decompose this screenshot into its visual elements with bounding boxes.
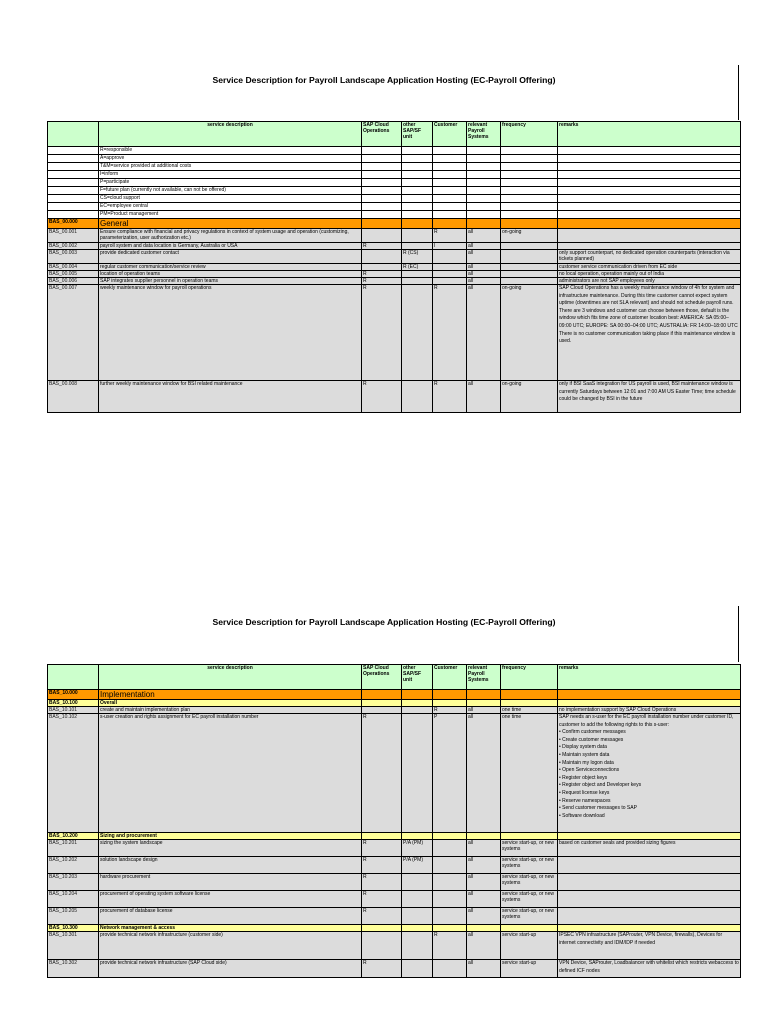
section-row — [48, 219, 741, 229]
row-other-unit — [402, 278, 433, 285]
row-remarks: SAP Cloud Operations has a weekly maintenance window of 4h for system and infrastructure maintenance. During this time customer cannot expect system uptime (downtimes are not SLA relevant) and should not schedule payroll runs. There are 3 windows and customer can choose between those, default is the window which fits time zone of customer location best: AMERICA: SA 05:00–09:00 UTC; EUROPE: SA 00:00–04:00 UTC; AUSTRALIA: FR 14:00–18:00 UTC There is no customer communication taking place if this maintenance window is used. — [558, 285, 741, 381]
row-remarks: only support counterpart, no dedicated operation counterparts (interaction via tickets planned) — [558, 250, 741, 264]
legend-item: P=participate — [99, 179, 362, 187]
page-title: Service Description for Payroll Landscape Application Hosting (EC-Payroll Offering) — [212, 617, 556, 627]
page-2 — [0, 540, 768, 1024]
row-remarks: no local operation, operation mainly out of India — [558, 271, 741, 278]
section-id: BAS_10.000 — [48, 690, 99, 700]
table-row — [48, 264, 741, 271]
row-id: BAS_10.203 — [48, 874, 99, 891]
legend-row — [48, 179, 741, 187]
table-row — [48, 840, 741, 857]
subsection-id: BAS_10.300 — [48, 925, 99, 932]
list-item: • Register object and Developer keys — [559, 782, 642, 789]
row-sap-cloud-ops: R — [362, 874, 402, 891]
row-remarks — [558, 714, 741, 833]
row-id: BAS_10.204 — [48, 891, 99, 908]
service-table-implementation — [47, 664, 741, 978]
row-frequency: on-going — [501, 285, 558, 381]
row-systems: all — [467, 908, 501, 925]
list-item: • Create customer messages — [559, 736, 624, 743]
row-systems: all — [467, 381, 501, 413]
header-cell: Customer — [433, 665, 467, 690]
list-item: • Reserve namespaces — [559, 797, 611, 804]
legend-row — [48, 211, 741, 219]
row-id: BAS_00.006 — [48, 278, 99, 285]
row-description: location of operation teams — [99, 271, 362, 278]
service-table-general — [47, 121, 741, 413]
row-id: BAS_00.003 — [48, 250, 99, 264]
row-id: BAS_10.205 — [48, 908, 99, 925]
list-item: • Confirm customer messages — [559, 729, 626, 736]
legend-item: CS=cloud support — [99, 195, 362, 203]
table-header-row — [48, 665, 741, 690]
row-sap-cloud-ops — [362, 250, 402, 264]
row-frequency: service start-up, or new systems — [501, 891, 558, 908]
page-edge-line — [738, 606, 739, 662]
row-sap-cloud-ops — [362, 229, 402, 243]
legend-item: R=responsible — [99, 147, 362, 155]
header-cell: SAP Cloud Operations — [362, 665, 402, 690]
row-remarks — [558, 229, 741, 243]
table-row — [48, 891, 741, 908]
list-item: • Display system data — [559, 744, 607, 751]
row-other-unit — [402, 707, 433, 714]
row-other-unit — [402, 714, 433, 833]
row-id: BAS_10.201 — [48, 840, 99, 857]
row-remarks — [558, 857, 741, 874]
row-other-unit — [402, 891, 433, 908]
row-sap-cloud-ops: R — [362, 381, 402, 413]
row-systems: all — [467, 840, 501, 857]
subsection-row — [48, 833, 741, 840]
row-other-unit — [402, 381, 433, 413]
row-systems: all — [467, 250, 501, 264]
header-cell: Customer — [433, 122, 467, 147]
table-row — [48, 278, 741, 285]
row-other-unit — [402, 874, 433, 891]
row-description: create and maintain implementation plan — [99, 707, 362, 714]
row-customer — [433, 250, 467, 264]
row-description: provide technical network infrastructure (customer side) — [99, 932, 362, 960]
row-other-unit — [402, 908, 433, 925]
subsection-name: Overall — [99, 700, 362, 707]
legend-item: PM=Product management — [99, 211, 362, 219]
row-id: BAS_10.102 — [48, 714, 99, 833]
legend-item: F=future plan (currently not available, can not be offered) — [99, 187, 362, 195]
row-sap-cloud-ops: R — [362, 278, 402, 285]
row-sap-cloud-ops: R — [362, 840, 402, 857]
row-description: weekly maintenance window for payroll operations — [99, 285, 362, 381]
row-remarks: administrators are not SAP employees only — [558, 278, 741, 285]
row-id: BAS_10.301 — [48, 932, 99, 960]
row-systems: all — [467, 874, 501, 891]
row-frequency: service start-up, or new systems — [501, 857, 558, 874]
row-other-unit — [402, 243, 433, 250]
row-customer — [433, 891, 467, 908]
row-customer: R — [433, 285, 467, 381]
row-systems: all — [467, 707, 501, 714]
header-cell: frequency — [501, 665, 558, 690]
row-customer — [433, 874, 467, 891]
section-name: Implementation — [99, 690, 362, 700]
section-id: BAS_00.000 — [48, 219, 99, 229]
row-other-unit: P/A (PM) — [402, 840, 433, 857]
row-remarks: based on customer seals and provided sizing figures — [558, 840, 741, 857]
row-description: s-user creation and rights assignment for EC payroll installation number — [99, 714, 362, 833]
row-customer: I — [433, 243, 467, 250]
row-remarks — [558, 908, 741, 925]
row-sap-cloud-ops: R — [362, 857, 402, 874]
row-id: BAS_00.004 — [48, 264, 99, 271]
row-id: BAS_00.007 — [48, 285, 99, 381]
row-frequency — [501, 271, 558, 278]
row-other-unit: R (EC) — [402, 264, 433, 271]
row-remarks: IPSEC VPN infrastructure (SAProuter, VPN Device, firewalls), Devices for internet connectivity and IDM/IDP if needed — [558, 932, 741, 960]
row-other-unit — [402, 229, 433, 243]
section-name: General — [99, 219, 362, 229]
table-row — [48, 932, 741, 960]
row-systems: all — [467, 891, 501, 908]
row-systems: all — [467, 278, 501, 285]
row-frequency: service start-up, or new systems — [501, 874, 558, 891]
row-customer: R — [433, 707, 467, 714]
row-description: Ensure compliance with financial and privacy regulations in context of system usage and operation (customizing, parameterization, user authorization etc.) — [99, 229, 362, 243]
table-row — [48, 250, 741, 264]
row-remarks: no implementation support by SAP Cloud Operations — [558, 707, 741, 714]
row-remarks: only if BSI SaaS integration for US payroll is used, BSI maintenance window is currently Saturdays between 12:01 and 7:00 AM US Easter Time; time schedule could be changed by BSI in the future — [558, 381, 741, 413]
row-frequency: service start-up, or new systems — [501, 840, 558, 857]
table-row — [48, 857, 741, 874]
row-id: BAS_00.008 — [48, 381, 99, 413]
row-frequency: one time — [501, 707, 558, 714]
row-other-unit — [402, 285, 433, 381]
row-id: BAS_00.005 — [48, 271, 99, 278]
legend-row — [48, 203, 741, 211]
row-id: BAS_10.202 — [48, 857, 99, 874]
header-cell: service description — [99, 122, 362, 147]
row-customer: R — [433, 932, 467, 960]
row-frequency — [501, 243, 558, 250]
legend-item: T&M=service provided at additional costs — [99, 163, 362, 171]
header-cell — [48, 665, 99, 690]
row-customer — [433, 278, 467, 285]
row-systems: all — [467, 960, 501, 978]
subsection-id: BAS_10.100 — [48, 700, 99, 707]
legend-row — [48, 147, 741, 155]
row-customer: R — [433, 381, 467, 413]
header-cell: other SAP/SF unit — [402, 122, 433, 147]
row-other-unit: R (CS) — [402, 250, 433, 264]
row-remarks — [558, 874, 741, 891]
row-customer — [433, 271, 467, 278]
row-sap-cloud-ops — [362, 264, 402, 271]
header-cell: service description — [99, 665, 362, 690]
row-sap-cloud-ops: R — [362, 243, 402, 250]
row-remarks — [558, 243, 741, 250]
table-row — [48, 271, 741, 278]
list-item: • Register object keys — [559, 774, 608, 781]
list-item: • Open Serviceconnections — [559, 767, 620, 774]
row-remarks: VPN Device, SAProuter, Loadbalancer with whitelist which restricts webaccess to defined ICF nodes — [558, 960, 741, 978]
legend-row — [48, 171, 741, 179]
row-id: BAS_00.001 — [48, 229, 99, 243]
legend-row — [48, 155, 741, 163]
row-sap-cloud-ops: R — [362, 891, 402, 908]
row-other-unit — [402, 960, 433, 978]
row-description: procurement of operating system software license — [99, 891, 362, 908]
row-frequency: service start-up, or new systems — [501, 908, 558, 925]
row-sap-cloud-ops — [362, 932, 402, 960]
page-title: Service Description for Payroll Landscape Application Hosting (EC-Payroll Offering) — [212, 75, 556, 85]
row-systems: all — [467, 229, 501, 243]
row-customer — [433, 960, 467, 978]
row-remarks: customer service communication driven from EC side — [558, 264, 741, 271]
row-other-unit — [402, 932, 433, 960]
row-description: procurement of database license — [99, 908, 362, 925]
subsection-row — [48, 700, 741, 707]
header-cell: SAP Cloud Operations — [362, 122, 402, 147]
rights-list — [559, 729, 739, 820]
page-edge-line — [738, 65, 739, 120]
row-customer — [433, 840, 467, 857]
table-row — [48, 714, 741, 833]
header-cell: relevant Payroll Systems — [467, 122, 501, 147]
legend-item: EC=employee central — [99, 203, 362, 211]
header-cell: remarks — [558, 122, 741, 147]
table-row — [48, 229, 741, 243]
table-row — [48, 381, 741, 413]
row-systems: all — [467, 714, 501, 833]
table-row — [48, 285, 741, 381]
row-description: hardware procurement — [99, 874, 362, 891]
header-cell: other SAP/SF unit — [402, 665, 433, 690]
section-row — [48, 690, 741, 700]
row-customer: R — [433, 229, 467, 243]
list-item: • Request license keys — [559, 789, 610, 796]
list-item: • Maintain my logon data — [559, 759, 614, 766]
row-description: further weekly maintenance window for BSI related maintenance — [99, 381, 362, 413]
list-item: • Software download — [559, 812, 605, 819]
row-frequency: service start-up — [501, 932, 558, 960]
row-description: provide technical network infrastructure (SAP Cloud side) — [99, 960, 362, 978]
table-row — [48, 874, 741, 891]
row-sap-cloud-ops: R — [362, 908, 402, 925]
remarks-intro: SAP needs an s-user for the EC payroll installation number under customer ID, customer to add the following rights to this s-user: — [559, 714, 734, 728]
row-description: sizing the system landscape — [99, 840, 362, 857]
row-systems: all — [467, 932, 501, 960]
table-row — [48, 908, 741, 925]
row-customer — [433, 264, 467, 271]
legend-row — [48, 195, 741, 203]
list-item: • Maintain system data — [559, 751, 610, 758]
table-header-row — [48, 122, 741, 147]
header-cell — [48, 122, 99, 147]
row-customer: P — [433, 714, 467, 833]
subsection-name: Network management & access — [99, 925, 362, 932]
row-sap-cloud-ops: R — [362, 960, 402, 978]
row-systems: all — [467, 271, 501, 278]
row-other-unit — [402, 271, 433, 278]
legend-row — [48, 187, 741, 195]
row-frequency — [501, 250, 558, 264]
header-cell: remarks — [558, 665, 741, 690]
subsection-row — [48, 925, 741, 932]
row-sap-cloud-ops — [362, 707, 402, 714]
row-description: regular customer communication/service review — [99, 264, 362, 271]
row-id: BAS_10.302 — [48, 960, 99, 978]
row-sap-cloud-ops: R — [362, 285, 402, 381]
row-systems: all — [467, 243, 501, 250]
table-row — [48, 243, 741, 250]
row-remarks — [558, 891, 741, 908]
header-cell: frequency — [501, 122, 558, 147]
row-systems: all — [467, 264, 501, 271]
list-item: • Send customer messages to SAP — [559, 805, 637, 812]
legend-item: A=approve — [99, 155, 362, 163]
subsection-id: BAS_10.200 — [48, 833, 99, 840]
row-frequency: one time — [501, 714, 558, 833]
table-row — [48, 707, 741, 714]
table-row — [48, 960, 741, 978]
row-systems: all — [467, 285, 501, 381]
row-description: SAP integrates supplier personnel in operation teams — [99, 278, 362, 285]
row-id: BAS_10.101 — [48, 707, 99, 714]
subsection-name: Sizing and procurement — [99, 833, 362, 840]
row-frequency: on-going — [501, 381, 558, 413]
legend-item: I=inform — [99, 171, 362, 179]
row-description: provide dedicated customer contact — [99, 250, 362, 264]
row-frequency — [501, 264, 558, 271]
row-frequency: on-going — [501, 229, 558, 243]
row-frequency — [501, 278, 558, 285]
row-systems: all — [467, 857, 501, 874]
row-id: BAS_00.002 — [48, 243, 99, 250]
row-customer — [433, 908, 467, 925]
row-frequency: service start-up — [501, 960, 558, 978]
row-sap-cloud-ops: R — [362, 271, 402, 278]
row-customer — [433, 857, 467, 874]
row-sap-cloud-ops: R — [362, 714, 402, 833]
row-description: solution landscape design — [99, 857, 362, 874]
row-description: payroll system and data location is Germany, Australia or USA — [99, 243, 362, 250]
legend-row — [48, 163, 741, 171]
header-cell: relevant Payroll Systems — [467, 665, 501, 690]
row-other-unit: P/A (PM) — [402, 857, 433, 874]
